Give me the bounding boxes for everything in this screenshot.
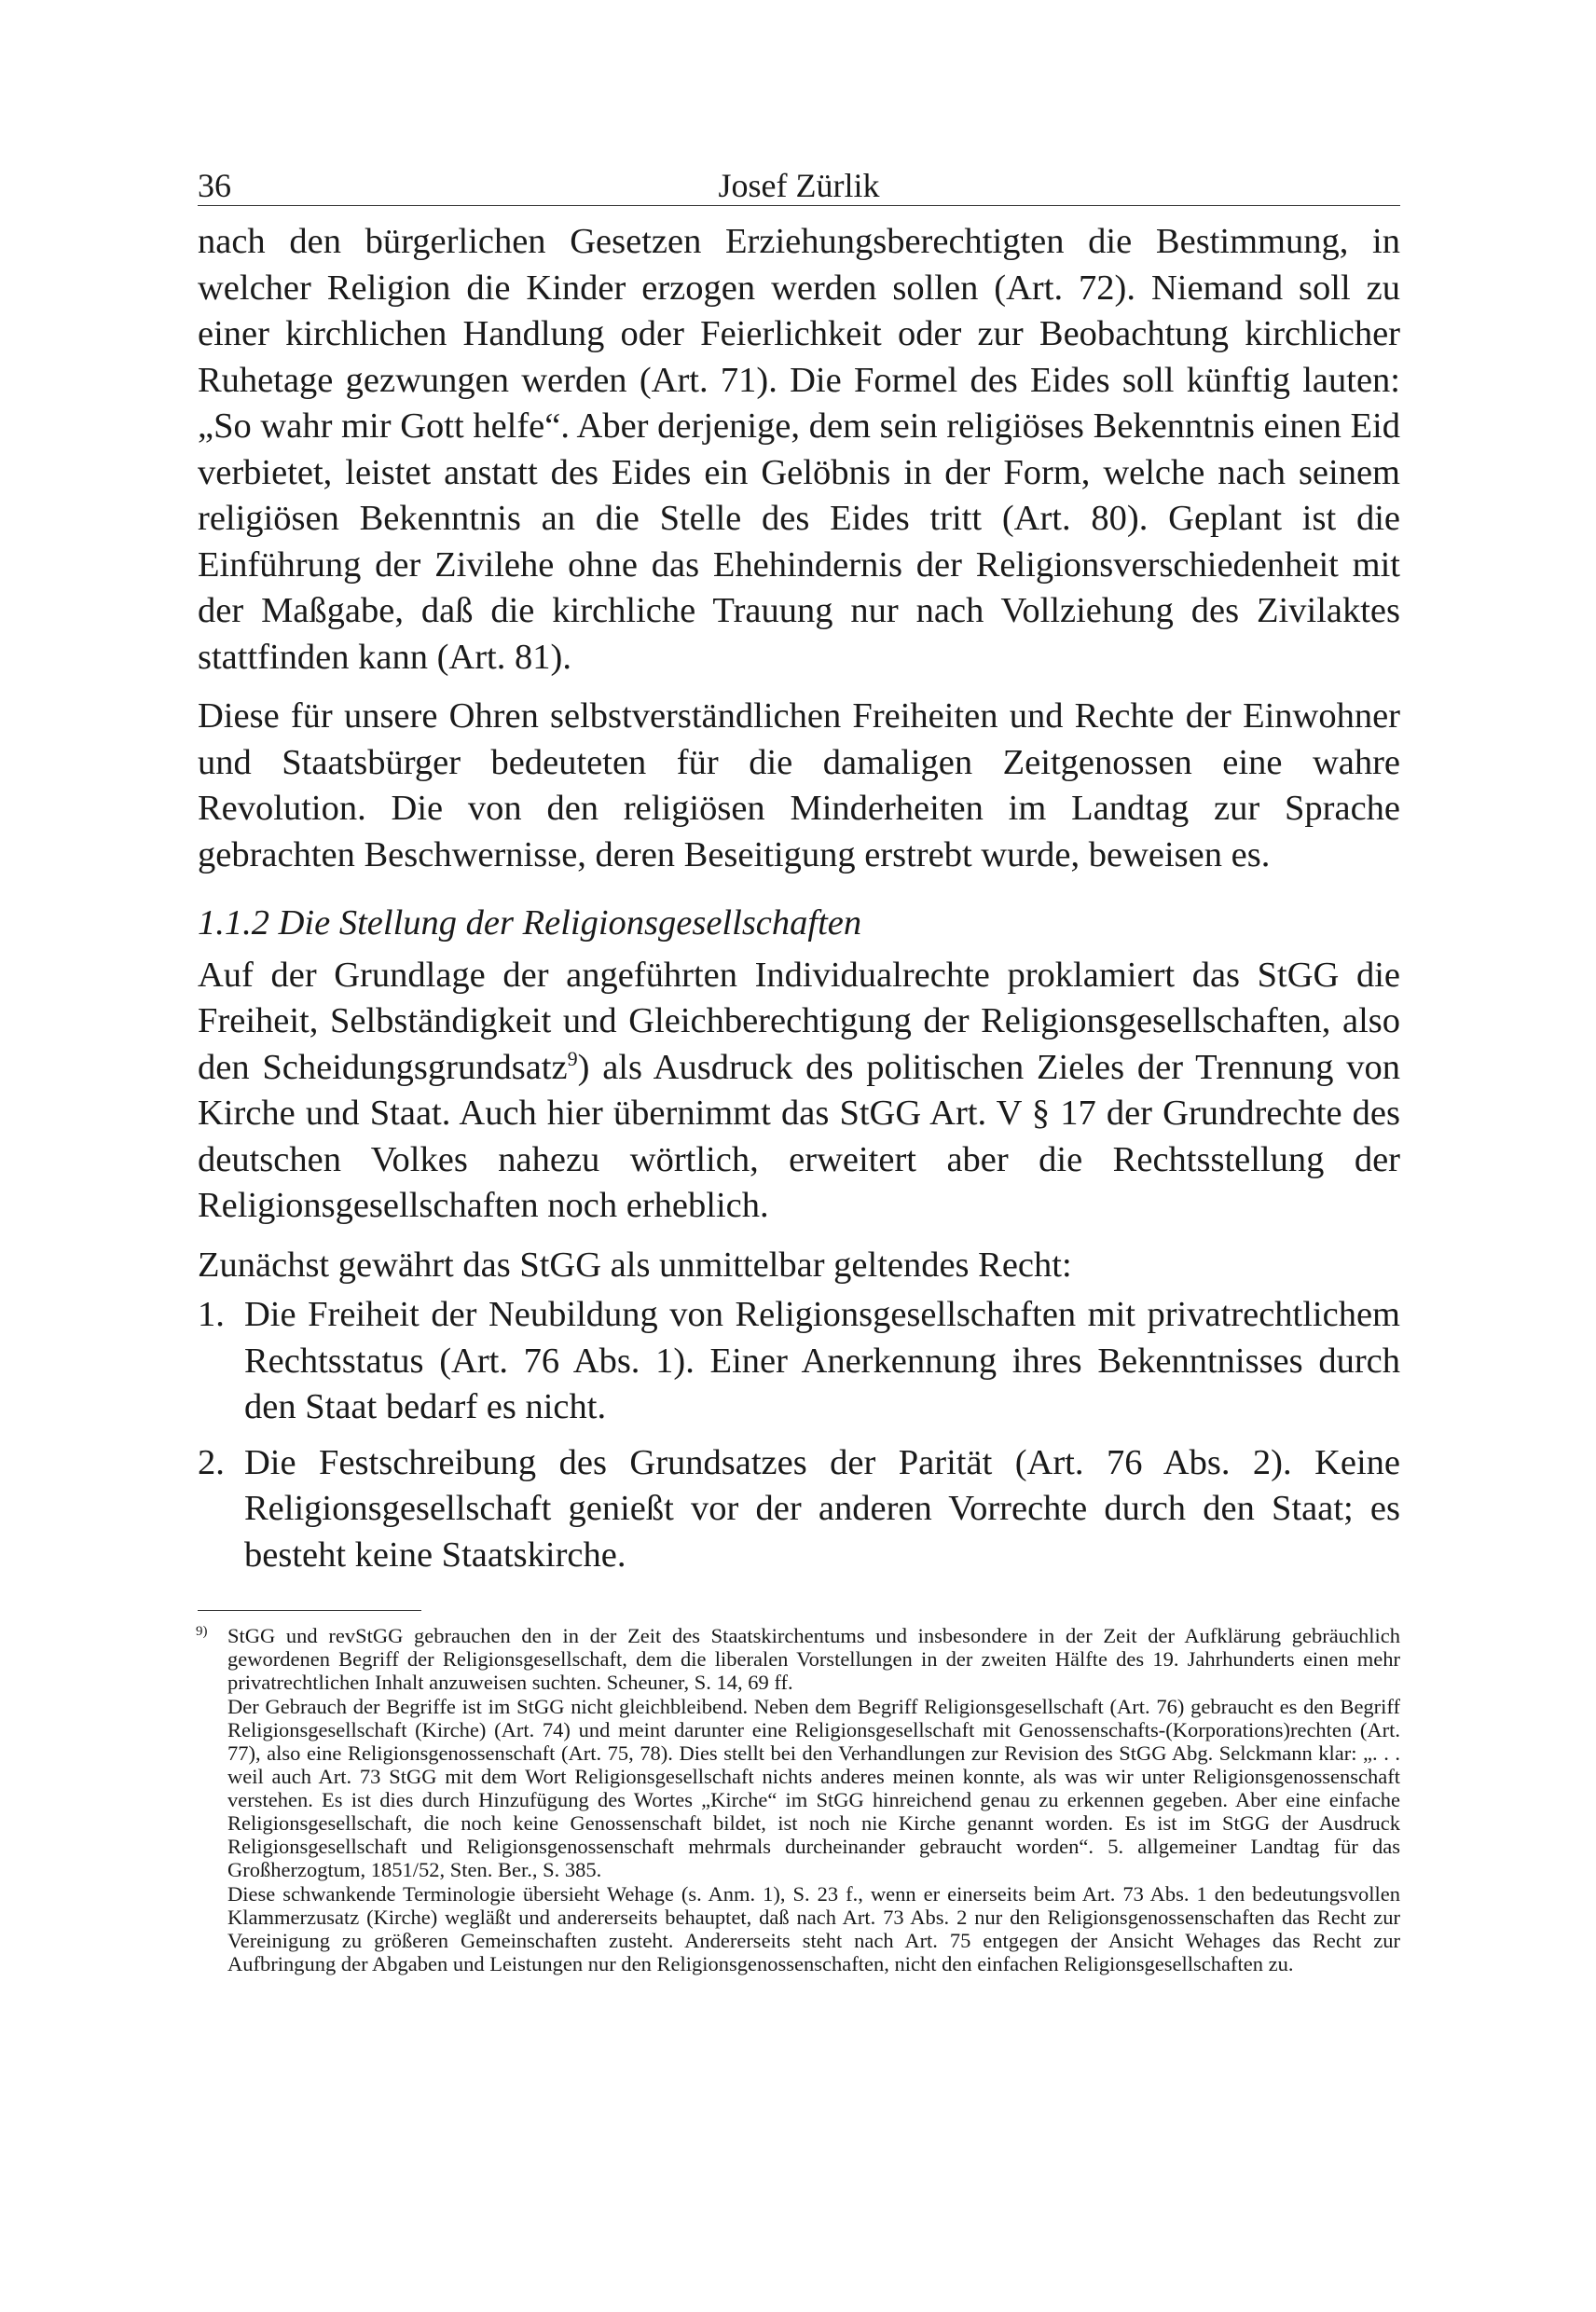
running-title: Josef Zürlik [718, 167, 880, 204]
paragraph-3 [198, 953, 1400, 1230]
section-heading: 1.1.2 Die Stellung der Religionsgesellschaften [198, 903, 862, 943]
list-item [198, 1440, 1400, 1579]
list-item-text: Die Freiheit der Neubildung von Religionsgesellschaften mit privatrechtlichem Rechtsstatus (Art. 76 Abs. 1). Einer Anerkennung ihres Bekenntnisses durch den Staat bedarf es nicht. [244, 1295, 1400, 1426]
page-number: 36 [198, 167, 231, 204]
footnote-9 [198, 1624, 1400, 1975]
main-text [198, 219, 1400, 1578]
footnote-separator [198, 1610, 421, 1611]
running-header [198, 140, 1400, 206]
list-item [198, 1292, 1400, 1431]
list-item-number: 1. [198, 1295, 225, 1334]
paragraph-3-part-1: Auf der Grundlage der angeführten Individualrechte proklamiert das StGG die Freiheit, Selbständigkeit und Gleichberechtigung der Religionsgesellschaften, also den Scheidungsgrundsatz [198, 955, 1400, 1087]
paragraph-2: Diese für unsere Ohren selbstverständlichen Freiheiten und Rechte der Einwohner und Staatsbürger bedeuteten für die damaligen Zeitgenossen eine wahre Revolution. Die von den religiösen Minderheiten im Landtag zur Sprache gebrachten Beschwernisse, deren Beseitigung erstrebt wurde, beweisen es. [198, 696, 1400, 874]
footnote-mark: 9) [196, 1624, 208, 1639]
footnote-paragraph: Diese schwankende Terminologie übersieht Wehage (s. Anm. 1), S. 23 f., wenn er einerseits beim Art. 73 Abs. 1 den bedeutungsvollen Klammerzusatz (Kirche) wegläßt und andererseits behauptet, daß nach Art. 73 Abs. 2 nur den Religionsgenossenschaften das Recht zur Vereinigung zu größeren Gemeinschaften zusteht. Andererseits steht nach Art. 75 entgegen der Ansicht Wehages das Recht zur Aufbringung der Abgaben und Leistungen nur den Religionsgenossenschaften, nicht den einfachen Religionsgesellschaften zu. [227, 1882, 1400, 1975]
list-item-number: 2. [198, 1442, 225, 1482]
footnotes [198, 1624, 1400, 1975]
paragraph-4: Zunächst gewährt das StGG als unmittelbar geltendes Recht: [198, 1245, 1072, 1285]
footnote-paragraph: StGG und revStGG gebrauchen den in der Zeit des Staatskirchentums und insbesondere in der Zeit der Aufklärung gebräuchlich gewordenen Begriff der Religionsgesellschaft, dem die liberalen Vorstellungen in der zweiten Hälfte des 19. Jahrhunderts einen mehr privatrechtlichen Inhalt anzuweisen suchten. Scheuner, S. 14, 69 ff. [227, 1624, 1400, 1694]
paragraph-3-part-2: ) als Ausdruck des politischen Zieles der Trennung von Kirche und Staat. Auch hier übernimmt das StGG Art. V § 17 der Grundrechte des deutschen Volkes nahezu wörtlich, erweitert aber die Rechtsstellung der Religionsgesellschaften noch erheblich. [198, 1047, 1400, 1225]
book-page [198, 140, 1400, 1975]
paragraph-1: nach den bürgerlichen Gesetzen Erziehungsberechtigten die Bestimmung, in welcher Religion die Kinder erzogen werden sollen (Art. 72). Niemand soll zu einer kirchlichen Handlung oder Feierlichkeit oder zur Beobachtung kirchlicher Ruhetage gezwungen werden (Art. 71). Die Formel des Eides soll künftig lauten: „So wahr mir Gott helfe“. Aber derjenige, dem sein religiöses Bekenntnis einen Eid verbietet, leistet anstatt des Eides ein Gelöbnis in der Form, welche nach seinem religiösen Bekenntnis an die Stelle des Eides tritt (Art. 80). Geplant ist die Einführung der Zivilehe ohne das Ehehindernis der Religionsverschiedenheit mit der Maßgabe, daß die kirchliche Trauung nur nach Vollziehung des Zivilaktes stattfinden kann (Art. 81). [198, 222, 1400, 677]
numbered-list [198, 1292, 1400, 1578]
footnote-paragraph: Der Gebrauch der Begriffe ist im StGG nicht gleichbleibend. Neben dem Begriff Religionsgesellschaft (Art. 76) gebraucht es den Begriff Religionsgesellschaft (Kirche) (Art. 74) und meint darunter eine Religionsgesellschaft mit Genossenschafts-(Korporations)rechten (Art. 77), also eine Religionsgenossenschaft (Art. 75, 78). Dies stellt bei den Verhandlungen zur Revision des StGG Abg. Selckmann klar: „. . . weil auch Art. 73 StGG mit dem Wort Religionsgesellschaft nichts anderes meinen konnte, als was wir unter Religionsgenossenschaft verstehen. Es ist dies durch Hinzufügung des Wortes „Kirche“ im StGG hinreichend genau zu erkennen gegeben. Aber eine einfache Religionsgesellschaft, die noch keine Genossenschaft bildet, ist noch nie Kirche genannt worden. Es ist im StGG der Ausdruck Religionsgesellschaft und Religionsgenossenschaft mehrmals durcheinander gebraucht worden“. 5. allgemeiner Landtag für das Großherzogtum, 1851/52, Sten. Ber., S. 385. [227, 1695, 1400, 1881]
list-item-text: Die Festschreibung des Grundsatzes der Parität (Art. 76 Abs. 2). Keine Religionsgesellschaft genießt vor der anderen Vorrechte durch den Staat; es besteht keine Staatskirche. [244, 1442, 1400, 1575]
footnote-reference: 9 [567, 1046, 578, 1070]
